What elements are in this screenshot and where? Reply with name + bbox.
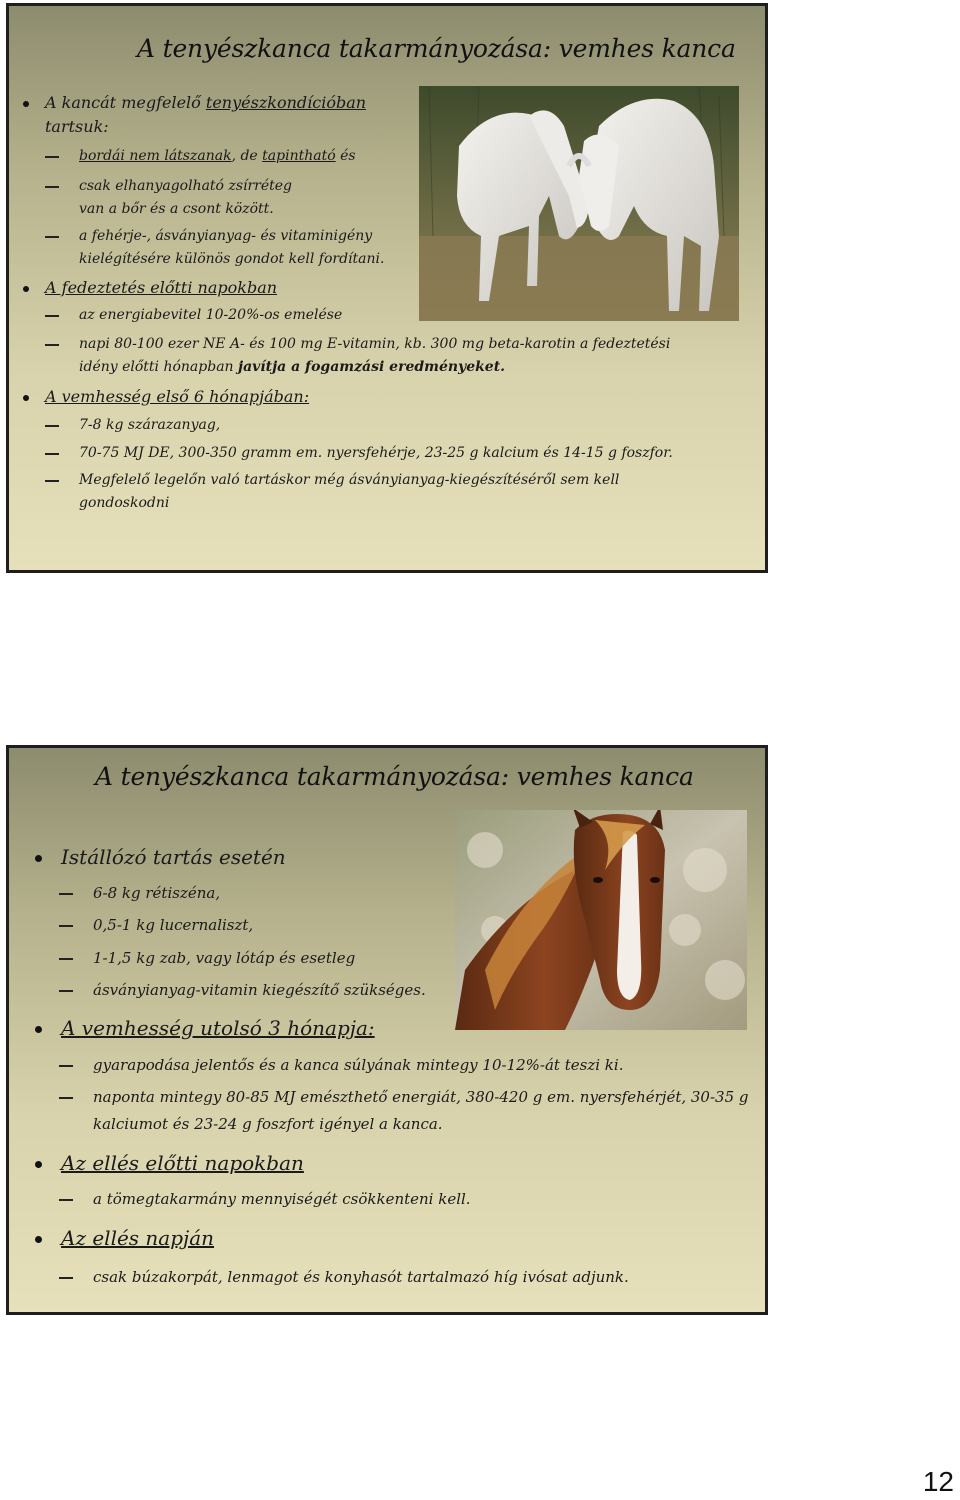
- sub-buzakorpa: csak búzakorpát, lenmagot és konyhasót tartalmazó híg ivósat adjunk.: [93, 1264, 629, 1291]
- sub-gyarapodas: gyarapodása jelentős és a kanca súlyának mintegy 10-12%-át teszi ki.: [93, 1052, 623, 1079]
- sub-tomegtakarmany: a tömegtakarmány mennyiségét csökkenteni kell.: [93, 1186, 471, 1213]
- sub-text: kielégítésére különös gondot kell fordítani.: [79, 251, 385, 267]
- slide-1-title: A tenyészkanca takarmányozása: vemhes kanca: [137, 34, 736, 63]
- sub-text: idény előtti hónapban: [79, 359, 239, 375]
- sub-text: naponta mintegy 80-85 MJ emészthető energiát, 380-420 g em. nyersfehérjét, 30-35 g: [93, 1088, 749, 1106]
- bullet-text: tartsuk:: [45, 117, 109, 136]
- sub-zab: 1-1,5 kg zab, vagy lótáp és esetleg: [93, 945, 355, 972]
- bullet-elles-elotti: Az ellés előtti napokban: [61, 1151, 304, 1175]
- sub-szarazanyag: 7-8 kg szárazanyag,: [79, 414, 220, 437]
- page-number: 12: [922, 1466, 954, 1497]
- sub-text: a fehérje-, ásványianyag- és vitaminigény: [79, 228, 373, 244]
- sub-text: van a bőr és a csont között.: [79, 201, 274, 217]
- sub-text: Megfelelő legelőn való tartáskor még ásványianyag-kiegészítéséről sem kell: [79, 472, 620, 488]
- sub-text: kalciumot és 23-24 g foszfort igényel a kanca.: [93, 1115, 443, 1133]
- sub-text: és: [335, 148, 356, 164]
- bullet-elles-napjan: Az ellés napján: [61, 1226, 215, 1250]
- sub-retiszena: 6-8 kg rétiszéna,: [93, 880, 220, 907]
- sub-text: , de: [231, 148, 263, 164]
- sub-text-bold: javítja a fogamzási eredményeket.: [238, 359, 506, 375]
- sub-vitamin: [79, 333, 670, 379]
- sub-legelo: [79, 469, 619, 515]
- bullet-link-text: tenyészkondícióban: [205, 93, 367, 112]
- sub-text: tapintható: [262, 148, 336, 164]
- two-white-horses-photo: [419, 86, 739, 321]
- bullet-fedeztetes: A fedeztetés előtti napokban: [45, 276, 277, 300]
- sub-naponta: [93, 1084, 749, 1138]
- slide-2-title: A tenyészkanca takarmányozása: vemhes kanca: [95, 762, 694, 791]
- sub-zsirreteg: [79, 175, 292, 221]
- bullet-tenyeszkondicio: [45, 91, 366, 139]
- bullet-istallozo: Istállózó tartás esetén: [61, 845, 286, 869]
- sub-lucernaliszt: 0,5-1 kg lucernaliszt,: [93, 912, 253, 939]
- bullet-text: A kancát megfelelő: [45, 93, 206, 112]
- slide-2: [6, 745, 768, 1315]
- sub-asvanyianyag: ásványianyag-vitamin kiegészítő szükséges.: [93, 977, 426, 1004]
- chestnut-horse-with-blaze-photo: [455, 810, 747, 1030]
- slide-1: [6, 3, 768, 573]
- sub-text: napi 80-100 ezer NE A- és 100 mg E-vitamin, kb. 300 mg beta-karotin a fedeztetési: [79, 336, 671, 352]
- sub-text: csak elhanyagolható zsírréteg: [79, 178, 293, 194]
- bullet-vemhesseg-elso: A vemhesség első 6 hónapjában:: [45, 385, 309, 409]
- sub-energiabevitel: az energiabevitel 10-20%-os emelése: [79, 304, 342, 327]
- sub-bordai: [79, 145, 356, 168]
- sub-text: gondoskodni: [79, 495, 170, 511]
- sub-feherje: [79, 225, 384, 271]
- sub-mj-de: 70-75 MJ DE, 300-350 gramm em. nyersfehérje, 23-25 g kalcium és 14-15 g foszfor.: [79, 442, 673, 465]
- bullet-utolso-3-honap: A vemhesség utolsó 3 hónapja:: [61, 1016, 375, 1040]
- sub-text: bordái nem látszanak: [79, 148, 232, 164]
